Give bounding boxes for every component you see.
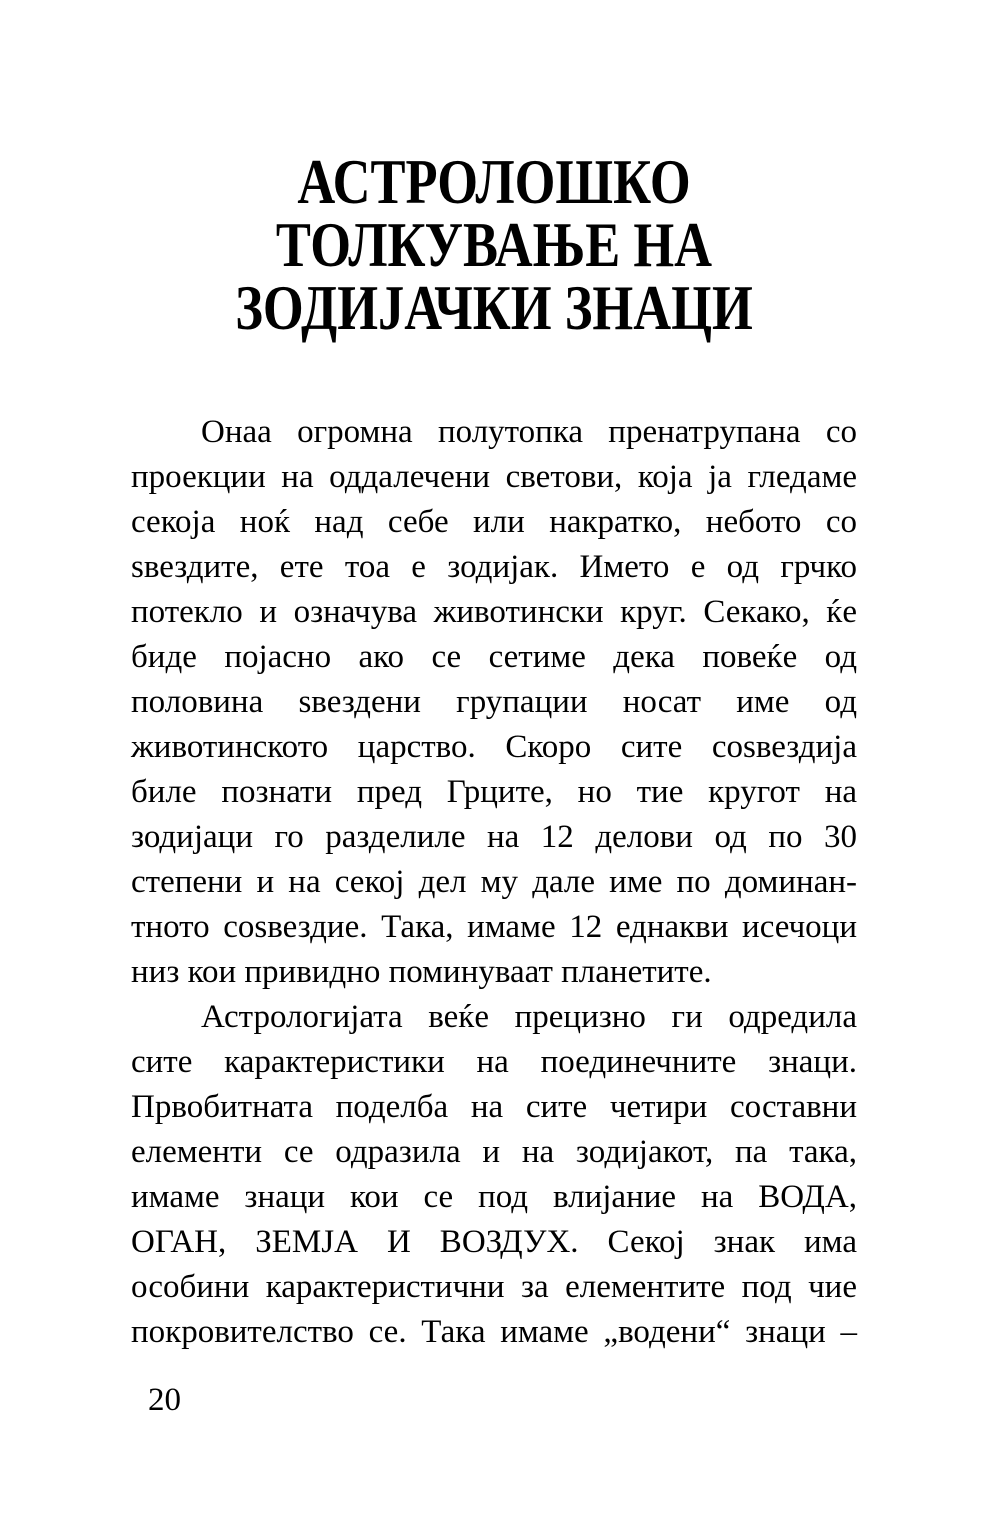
- text-line: Онаа огромна полутопка пренатрупана со: [201, 414, 857, 450]
- text-line: имаме знаци кои се под влијание на ВОДА,: [131, 1179, 857, 1215]
- text-line: Астрологијата веќе прецизно ги одредила: [201, 999, 857, 1035]
- text-line: сите карактеристики на поединечните знаци.: [131, 1044, 857, 1080]
- text-line: АСТРОЛОШКО: [297, 146, 691, 217]
- text-line: потекло и означува животински круг. Секако, ќе: [131, 594, 857, 630]
- text-line: покровителство се. Така имаме „водени“ знаци –: [131, 1314, 857, 1350]
- text-line: Првобитната поделба на сите четири составни: [131, 1089, 857, 1125]
- text-line: проекции на оддалечени светови, која ја гледаме: [131, 459, 857, 495]
- text-line: особини карактеристични за елементите под чие: [131, 1269, 857, 1305]
- text-line: зодијаци го разделиле на 12 делови од по 30: [131, 819, 857, 855]
- text-line: елементи се одразила и на зодијакот, па така,: [131, 1134, 857, 1170]
- text-line: тното соѕвездие. Така, имаме 12 еднакви исечоци: [131, 909, 857, 945]
- page-number: 20: [148, 1382, 181, 1418]
- text-line: секоја ноќ над себе или накратко, небото со: [131, 504, 857, 540]
- paragraph: [131, 410, 857, 995]
- text-line: биле познати пред Грците, но тие кругот на: [131, 774, 857, 810]
- text-line: половина ѕвездени групации носат име од: [131, 684, 857, 720]
- text-line: ОГАН, ЗЕМЈА И ВОЗДУХ. Секој знак има: [131, 1224, 857, 1260]
- text-line: биде појасно ако се сетиме дека повеќе од: [131, 639, 857, 675]
- text-line: ѕвездите, ете тоа е зодијак. Името е од грчко: [131, 549, 857, 585]
- text-line: животинското царство. Скоро сите соѕвездија: [131, 729, 857, 765]
- text-line: ЗОДИЈАЧКИ ЗНАЦИ: [235, 272, 753, 343]
- text-line: низ кои привидно поминуваат планетите.: [131, 954, 712, 990]
- text-line: степени и на секој дел му дале име по доминан-: [131, 864, 857, 900]
- paragraph: [131, 995, 857, 1355]
- body-text: [131, 410, 857, 1355]
- page-title: [131, 146, 857, 343]
- text-line: ТОЛКУВАЊЕ НА: [275, 209, 713, 280]
